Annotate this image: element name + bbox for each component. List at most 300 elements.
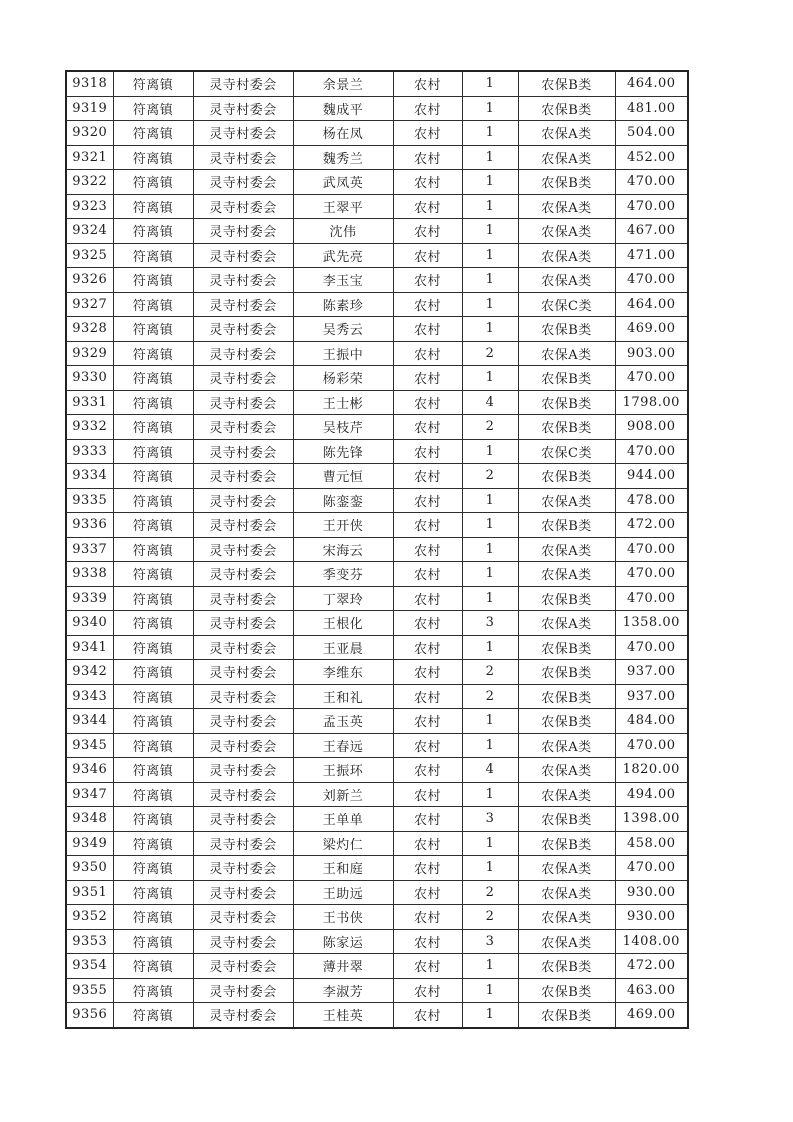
cell-person-count: 1 (462, 121, 518, 146)
cell-village: 灵寺村委会 (193, 390, 293, 415)
cell-town: 符离镇 (113, 978, 193, 1003)
cell-person-count: 1 (462, 170, 518, 195)
cell-amount: 470.00 (615, 586, 688, 611)
cell-residence-type: 农村 (393, 733, 462, 758)
table-row (66, 709, 688, 734)
cell-insurance-category: 农保A类 (518, 243, 615, 268)
table-row (66, 611, 688, 636)
cell-residence-type: 农村 (393, 194, 462, 219)
cell-village: 灵寺村委会 (193, 219, 293, 244)
cell-serial-no: 9336 (66, 513, 113, 538)
cell-amount: 470.00 (615, 366, 688, 391)
cell-insurance-category: 农保B类 (518, 415, 615, 440)
cell-village: 灵寺村委会 (193, 317, 293, 342)
cell-amount: 467.00 (615, 219, 688, 244)
cell-name: 陈家运 (293, 929, 393, 954)
cell-residence-type: 农村 (393, 635, 462, 660)
cell-serial-no: 9333 (66, 439, 113, 464)
cell-village: 灵寺村委会 (193, 758, 293, 783)
cell-name: 魏秀兰 (293, 145, 393, 170)
table-row (66, 929, 688, 954)
cell-residence-type: 农村 (393, 807, 462, 832)
cell-insurance-category: 农保A类 (518, 758, 615, 783)
cell-name: 王春远 (293, 733, 393, 758)
cell-residence-type: 农村 (393, 684, 462, 709)
cell-amount: 504.00 (615, 121, 688, 146)
cell-name: 王书侠 (293, 905, 393, 930)
cell-insurance-category: 农保A类 (518, 488, 615, 513)
cell-amount: 470.00 (615, 170, 688, 195)
cell-insurance-category: 农保B类 (518, 684, 615, 709)
cell-amount: 903.00 (615, 341, 688, 366)
cell-name: 王单单 (293, 807, 393, 832)
cell-amount: 937.00 (615, 660, 688, 685)
cell-town: 符离镇 (113, 905, 193, 930)
cell-insurance-category: 农保A类 (518, 856, 615, 881)
cell-village: 灵寺村委会 (193, 366, 293, 391)
cell-insurance-category: 农保B类 (518, 1003, 615, 1028)
cell-person-count: 1 (462, 71, 518, 96)
cell-residence-type: 农村 (393, 856, 462, 881)
cell-town: 符离镇 (113, 856, 193, 881)
cell-town: 符离镇 (113, 292, 193, 317)
cell-town: 符离镇 (113, 145, 193, 170)
cell-person-count: 2 (462, 905, 518, 930)
cell-insurance-category: 农保A类 (518, 268, 615, 293)
cell-amount: 470.00 (615, 537, 688, 562)
cell-person-count: 1 (462, 635, 518, 660)
cell-insurance-category: 农保A类 (518, 537, 615, 562)
cell-village: 灵寺村委会 (193, 341, 293, 366)
cell-insurance-category: 农保B类 (518, 464, 615, 489)
cell-residence-type: 农村 (393, 121, 462, 146)
cell-village: 灵寺村委会 (193, 513, 293, 538)
cell-residence-type: 农村 (393, 292, 462, 317)
cell-name: 季变芬 (293, 562, 393, 587)
cell-amount: 494.00 (615, 782, 688, 807)
cell-serial-no: 9341 (66, 635, 113, 660)
cell-residence-type: 农村 (393, 513, 462, 538)
cell-residence-type: 农村 (393, 611, 462, 636)
cell-amount: 937.00 (615, 684, 688, 709)
cell-village: 灵寺村委会 (193, 831, 293, 856)
cell-amount: 484.00 (615, 709, 688, 734)
cell-name: 武凤英 (293, 170, 393, 195)
table-row (66, 341, 688, 366)
cell-name: 梁灼仁 (293, 831, 393, 856)
cell-name: 李维东 (293, 660, 393, 685)
table-row (66, 71, 688, 96)
table-row (66, 415, 688, 440)
table-row (66, 488, 688, 513)
cell-insurance-category: 农保B类 (518, 71, 615, 96)
cell-village: 灵寺村委会 (193, 880, 293, 905)
cell-amount: 470.00 (615, 194, 688, 219)
cell-name: 王开侠 (293, 513, 393, 538)
cell-name: 王振中 (293, 341, 393, 366)
cell-serial-no: 9330 (66, 366, 113, 391)
cell-serial-no: 9337 (66, 537, 113, 562)
cell-residence-type: 农村 (393, 929, 462, 954)
table-row (66, 243, 688, 268)
cell-amount: 1798.00 (615, 390, 688, 415)
cell-name: 薄井翠 (293, 954, 393, 979)
cell-name: 王和庭 (293, 856, 393, 881)
cell-amount: 481.00 (615, 96, 688, 121)
cell-village: 灵寺村委会 (193, 439, 293, 464)
cell-amount: 464.00 (615, 71, 688, 96)
cell-town: 符离镇 (113, 660, 193, 685)
cell-town: 符离镇 (113, 341, 193, 366)
cell-residence-type: 农村 (393, 831, 462, 856)
cell-person-count: 1 (462, 219, 518, 244)
cell-serial-no: 9343 (66, 684, 113, 709)
cell-serial-no: 9351 (66, 880, 113, 905)
cell-name: 宋海云 (293, 537, 393, 562)
cell-amount: 470.00 (615, 562, 688, 587)
cell-insurance-category: 农保B类 (518, 586, 615, 611)
cell-amount: 463.00 (615, 978, 688, 1003)
cell-insurance-category: 农保A类 (518, 219, 615, 244)
cell-amount: 908.00 (615, 415, 688, 440)
cell-person-count: 1 (462, 978, 518, 1003)
cell-town: 符离镇 (113, 684, 193, 709)
cell-serial-no: 9334 (66, 464, 113, 489)
cell-person-count: 1 (462, 194, 518, 219)
cell-residence-type: 农村 (393, 488, 462, 513)
cell-insurance-category: 农保C类 (518, 292, 615, 317)
cell-village: 灵寺村委会 (193, 954, 293, 979)
cell-town: 符离镇 (113, 635, 193, 660)
cell-insurance-category: 农保C类 (518, 439, 615, 464)
table-row (66, 513, 688, 538)
table-row (66, 880, 688, 905)
cell-serial-no: 9324 (66, 219, 113, 244)
cell-residence-type: 农村 (393, 905, 462, 930)
cell-serial-no: 9325 (66, 243, 113, 268)
cell-residence-type: 农村 (393, 145, 462, 170)
cell-town: 符离镇 (113, 439, 193, 464)
cell-name: 杨彩荣 (293, 366, 393, 391)
cell-serial-no: 9319 (66, 96, 113, 121)
cell-town: 符离镇 (113, 1003, 193, 1028)
cell-town: 符离镇 (113, 464, 193, 489)
cell-residence-type: 农村 (393, 782, 462, 807)
cell-residence-type: 农村 (393, 562, 462, 587)
cell-insurance-category: 农保A类 (518, 341, 615, 366)
cell-town: 符离镇 (113, 390, 193, 415)
cell-serial-no: 9338 (66, 562, 113, 587)
cell-insurance-category: 农保B类 (518, 96, 615, 121)
cell-amount: 1820.00 (615, 758, 688, 783)
cell-town: 符离镇 (113, 586, 193, 611)
table-row (66, 317, 688, 342)
cell-town: 符离镇 (113, 611, 193, 636)
cell-insurance-category: 农保B类 (518, 660, 615, 685)
cell-serial-no: 9322 (66, 170, 113, 195)
cell-amount: 458.00 (615, 831, 688, 856)
cell-name: 王根化 (293, 611, 393, 636)
cell-person-count: 1 (462, 96, 518, 121)
cell-insurance-category: 农保B类 (518, 317, 615, 342)
table-row (66, 660, 688, 685)
cell-person-count: 2 (462, 684, 518, 709)
cell-person-count: 1 (462, 586, 518, 611)
cell-name: 李玉宝 (293, 268, 393, 293)
cell-amount: 469.00 (615, 317, 688, 342)
cell-name: 刘新兰 (293, 782, 393, 807)
cell-person-count: 4 (462, 390, 518, 415)
cell-village: 灵寺村委会 (193, 170, 293, 195)
cell-insurance-category: 农保B类 (518, 635, 615, 660)
cell-amount: 930.00 (615, 880, 688, 905)
cell-town: 符离镇 (113, 782, 193, 807)
cell-residence-type: 农村 (393, 978, 462, 1003)
cell-insurance-category: 农保A类 (518, 733, 615, 758)
cell-residence-type: 农村 (393, 71, 462, 96)
table-row (66, 268, 688, 293)
cell-town: 符离镇 (113, 513, 193, 538)
cell-person-count: 1 (462, 733, 518, 758)
cell-town: 符离镇 (113, 194, 193, 219)
cell-serial-no: 9347 (66, 782, 113, 807)
cell-village: 灵寺村委会 (193, 586, 293, 611)
table-row (66, 219, 688, 244)
cell-person-count: 1 (462, 856, 518, 881)
cell-village: 灵寺村委会 (193, 684, 293, 709)
cell-person-count: 1 (462, 709, 518, 734)
table-body (66, 71, 688, 1028)
cell-town: 符离镇 (113, 954, 193, 979)
cell-residence-type: 农村 (393, 243, 462, 268)
cell-person-count: 3 (462, 807, 518, 832)
cell-residence-type: 农村 (393, 268, 462, 293)
cell-village: 灵寺村委会 (193, 733, 293, 758)
cell-name: 王助远 (293, 880, 393, 905)
cell-town: 符离镇 (113, 96, 193, 121)
cell-residence-type: 农村 (393, 1003, 462, 1028)
cell-insurance-category: 农保A类 (518, 929, 615, 954)
cell-insurance-category: 农保B类 (518, 954, 615, 979)
cell-village: 灵寺村委会 (193, 71, 293, 96)
cell-serial-no: 9329 (66, 341, 113, 366)
cell-serial-no: 9342 (66, 660, 113, 685)
cell-insurance-category: 农保A类 (518, 880, 615, 905)
cell-serial-no: 9327 (66, 292, 113, 317)
table-row (66, 121, 688, 146)
cell-insurance-category: 农保B类 (518, 390, 615, 415)
cell-amount: 1398.00 (615, 807, 688, 832)
cell-town: 符离镇 (113, 488, 193, 513)
table-row (66, 537, 688, 562)
cell-village: 灵寺村委会 (193, 562, 293, 587)
cell-person-count: 3 (462, 929, 518, 954)
pension-payment-table (65, 70, 689, 1029)
table-row (66, 562, 688, 587)
cell-serial-no: 9328 (66, 317, 113, 342)
cell-person-count: 1 (462, 317, 518, 342)
cell-serial-no: 9354 (66, 954, 113, 979)
table-row (66, 978, 688, 1003)
cell-residence-type: 农村 (393, 341, 462, 366)
cell-town: 符离镇 (113, 880, 193, 905)
cell-serial-no: 9349 (66, 831, 113, 856)
cell-amount: 1408.00 (615, 929, 688, 954)
cell-village: 灵寺村委会 (193, 635, 293, 660)
cell-amount: 471.00 (615, 243, 688, 268)
cell-residence-type: 农村 (393, 586, 462, 611)
cell-residence-type: 农村 (393, 317, 462, 342)
cell-serial-no: 9348 (66, 807, 113, 832)
cell-person-count: 1 (462, 562, 518, 587)
table-row (66, 464, 688, 489)
cell-town: 符离镇 (113, 733, 193, 758)
table-row (66, 292, 688, 317)
table-row (66, 366, 688, 391)
cell-residence-type: 农村 (393, 880, 462, 905)
cell-serial-no: 9345 (66, 733, 113, 758)
cell-town: 符离镇 (113, 243, 193, 268)
cell-name: 魏成平 (293, 96, 393, 121)
cell-serial-no: 9323 (66, 194, 113, 219)
cell-person-count: 1 (462, 782, 518, 807)
cell-residence-type: 农村 (393, 660, 462, 685)
cell-insurance-category: 农保A类 (518, 121, 615, 146)
cell-village: 灵寺村委会 (193, 292, 293, 317)
cell-village: 灵寺村委会 (193, 537, 293, 562)
table-row (66, 145, 688, 170)
cell-name: 武先亮 (293, 243, 393, 268)
cell-town: 符离镇 (113, 268, 193, 293)
cell-insurance-category: 农保B类 (518, 978, 615, 1003)
cell-serial-no: 9344 (66, 709, 113, 734)
cell-serial-no: 9320 (66, 121, 113, 146)
cell-serial-no: 9318 (66, 71, 113, 96)
cell-town: 符离镇 (113, 415, 193, 440)
cell-residence-type: 农村 (393, 390, 462, 415)
cell-name: 王士彬 (293, 390, 393, 415)
cell-town: 符离镇 (113, 170, 193, 195)
cell-serial-no: 9353 (66, 929, 113, 954)
cell-residence-type: 农村 (393, 170, 462, 195)
table-row (66, 782, 688, 807)
cell-village: 灵寺村委会 (193, 611, 293, 636)
cell-name: 吴枝芹 (293, 415, 393, 440)
cell-village: 灵寺村委会 (193, 488, 293, 513)
table-row (66, 170, 688, 195)
cell-insurance-category: 农保B类 (518, 807, 615, 832)
cell-town: 符离镇 (113, 929, 193, 954)
table-row (66, 194, 688, 219)
cell-village: 灵寺村委会 (193, 1003, 293, 1028)
cell-serial-no: 9355 (66, 978, 113, 1003)
cell-serial-no: 9335 (66, 488, 113, 513)
cell-name: 王振环 (293, 758, 393, 783)
cell-serial-no: 9331 (66, 390, 113, 415)
cell-village: 灵寺村委会 (193, 905, 293, 930)
cell-name: 孟玉英 (293, 709, 393, 734)
cell-town: 符离镇 (113, 807, 193, 832)
cell-residence-type: 农村 (393, 954, 462, 979)
cell-insurance-category: 农保A类 (518, 145, 615, 170)
cell-insurance-category: 农保A类 (518, 611, 615, 636)
cell-person-count: 3 (462, 611, 518, 636)
table-row (66, 758, 688, 783)
cell-amount: 470.00 (615, 268, 688, 293)
cell-serial-no: 9352 (66, 905, 113, 930)
cell-amount: 1358.00 (615, 611, 688, 636)
cell-serial-no: 9326 (66, 268, 113, 293)
cell-person-count: 1 (462, 513, 518, 538)
table-row (66, 439, 688, 464)
cell-name: 沈伟 (293, 219, 393, 244)
cell-name: 杨在凤 (293, 121, 393, 146)
cell-town: 符离镇 (113, 758, 193, 783)
cell-person-count: 4 (462, 758, 518, 783)
cell-insurance-category: 农保A类 (518, 782, 615, 807)
cell-town: 符离镇 (113, 219, 193, 244)
cell-person-count: 2 (462, 880, 518, 905)
cell-name: 王和礼 (293, 684, 393, 709)
table-row (66, 831, 688, 856)
cell-residence-type: 农村 (393, 758, 462, 783)
cell-village: 灵寺村委会 (193, 415, 293, 440)
cell-person-count: 1 (462, 268, 518, 293)
cell-town: 符离镇 (113, 317, 193, 342)
table-row (66, 1003, 688, 1028)
cell-amount: 470.00 (615, 439, 688, 464)
cell-residence-type: 农村 (393, 439, 462, 464)
cell-village: 灵寺村委会 (193, 243, 293, 268)
cell-insurance-category: 农保B类 (518, 709, 615, 734)
cell-name: 王翠平 (293, 194, 393, 219)
table-row (66, 905, 688, 930)
cell-residence-type: 农村 (393, 219, 462, 244)
cell-person-count: 1 (462, 488, 518, 513)
cell-serial-no: 9321 (66, 145, 113, 170)
cell-person-count: 1 (462, 1003, 518, 1028)
cell-person-count: 1 (462, 366, 518, 391)
cell-village: 灵寺村委会 (193, 978, 293, 1003)
cell-insurance-category: 农保B类 (518, 170, 615, 195)
table-row (66, 96, 688, 121)
cell-village: 灵寺村委会 (193, 709, 293, 734)
cell-name: 王亚晨 (293, 635, 393, 660)
table-row (66, 586, 688, 611)
cell-village: 灵寺村委会 (193, 782, 293, 807)
table-row (66, 954, 688, 979)
cell-serial-no: 9350 (66, 856, 113, 881)
cell-person-count: 1 (462, 145, 518, 170)
cell-name: 余景兰 (293, 71, 393, 96)
cell-village: 灵寺村委会 (193, 194, 293, 219)
cell-name: 李淑芳 (293, 978, 393, 1003)
cell-town: 符离镇 (113, 537, 193, 562)
cell-insurance-category: 农保A类 (518, 194, 615, 219)
cell-amount: 452.00 (615, 145, 688, 170)
cell-village: 灵寺村委会 (193, 807, 293, 832)
cell-insurance-category: 农保B类 (518, 831, 615, 856)
cell-person-count: 1 (462, 292, 518, 317)
cell-town: 符离镇 (113, 71, 193, 96)
cell-residence-type: 农村 (393, 537, 462, 562)
cell-residence-type: 农村 (393, 464, 462, 489)
cell-village: 灵寺村委会 (193, 856, 293, 881)
cell-person-count: 2 (462, 415, 518, 440)
cell-person-count: 2 (462, 341, 518, 366)
cell-name: 陈素珍 (293, 292, 393, 317)
cell-town: 符离镇 (113, 121, 193, 146)
